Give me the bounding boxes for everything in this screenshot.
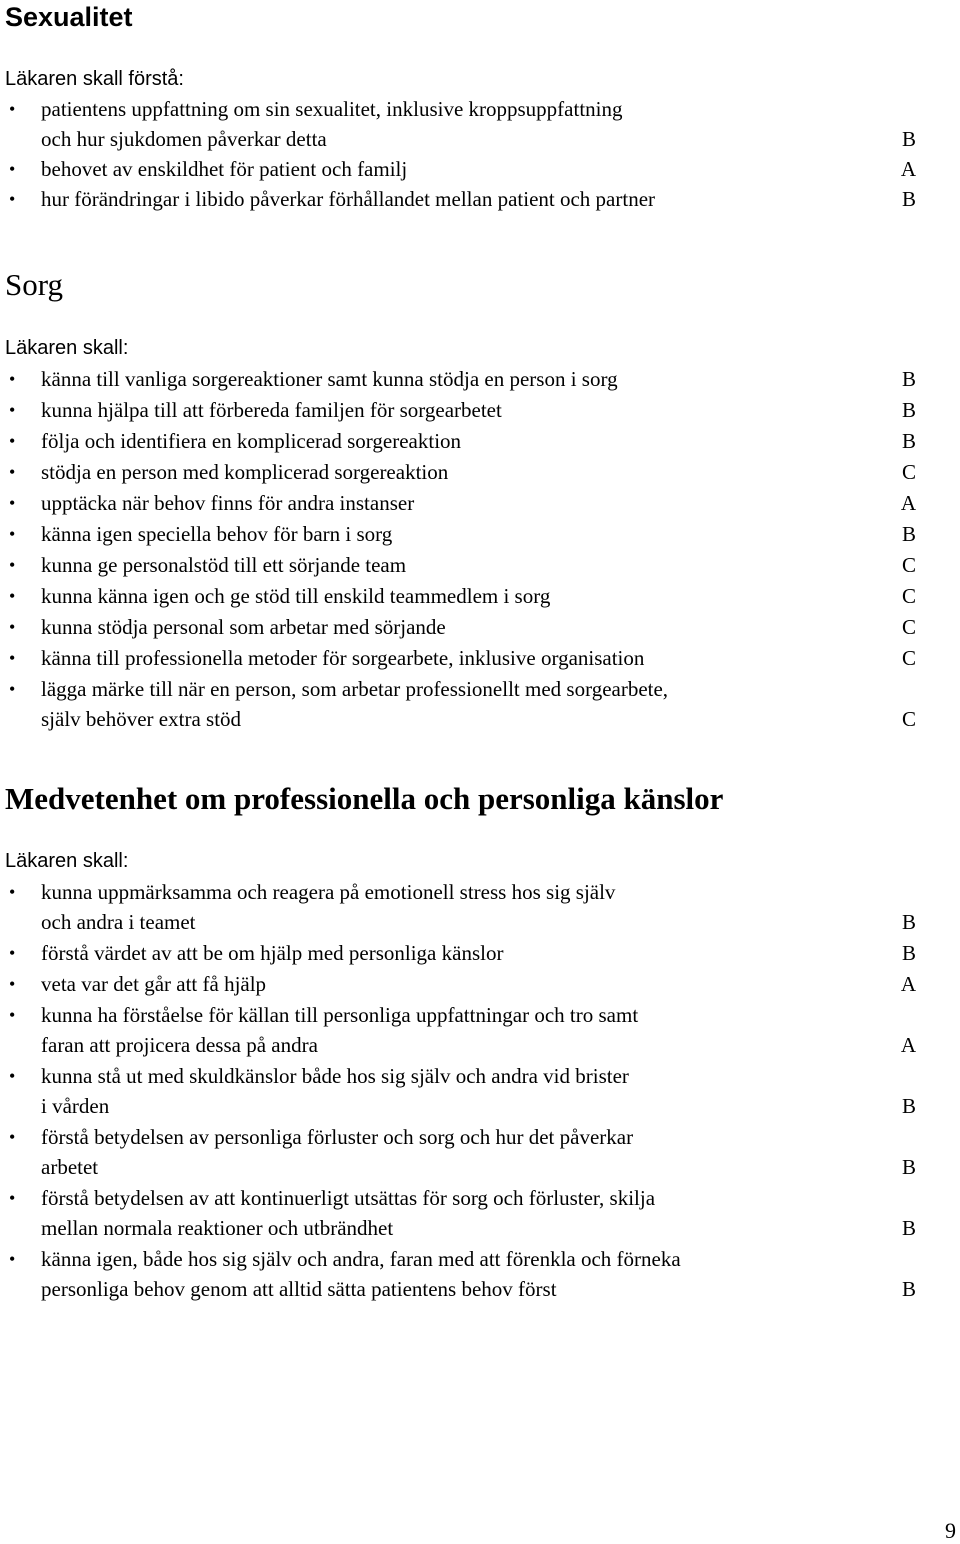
item-line: känna till vanliga sorgereaktioner samt kunna stödja en person i sorg <box>41 367 618 391</box>
list-item <box>0 457 960 487</box>
item-line: personliga behov genom att alltid sätta patientens behov först <box>41 1277 557 1301</box>
grade-label: A <box>900 491 916 515</box>
item-line: kunna stå ut med skuldkänslor både hos sig själv och andra vid brister <box>41 1064 629 1088</box>
grade-label: B <box>901 941 916 965</box>
bullet-icon: • <box>9 974 16 994</box>
section-heading: Sorg <box>5 267 64 302</box>
grade-label: C <box>901 460 916 484</box>
list-item <box>0 94 960 154</box>
item-line: kunna stödja personal som arbetar med sörjande <box>41 615 446 639</box>
grade-label: B <box>901 910 916 934</box>
item-line: kunna uppmärksamma och reagera på emotionell stress hos sig själv <box>41 880 616 904</box>
grade-label: A <box>900 157 916 181</box>
grade-label: B <box>901 367 916 391</box>
bullet-icon: • <box>9 159 16 179</box>
bullet-icon: • <box>9 369 16 389</box>
list-item <box>0 395 960 425</box>
bullet-icon: • <box>9 1249 16 1269</box>
item-list <box>0 94 960 214</box>
section-intro: Läkaren skall: <box>5 850 129 872</box>
bullet-icon: • <box>9 1005 16 1025</box>
item-line: stödja en person med komplicerad sorgereaktion <box>41 460 449 484</box>
list-item <box>0 1244 960 1304</box>
section-sorg <box>0 268 960 734</box>
list-item <box>0 581 960 611</box>
section-intro: Läkaren skall: <box>5 337 129 359</box>
item-line: lägga märke till när en person, som arbetar professionellt med sorgearbete, <box>41 677 669 701</box>
bullet-icon: • <box>9 1127 16 1147</box>
grade-label: B <box>901 127 916 151</box>
item-line: patientens uppfattning om sin sexualitet, inklusive kroppsuppfattning <box>41 97 623 121</box>
item-line: arbetet <box>41 1155 99 1179</box>
item-list <box>0 877 960 1304</box>
item-line: faran att projicera dessa på andra <box>41 1033 318 1057</box>
list-item <box>0 877 960 937</box>
bullet-icon: • <box>9 493 16 513</box>
bullet-icon: • <box>9 586 16 606</box>
item-line: förstå betydelsen av personliga förluster och sorg och hur det påverkar <box>41 1125 634 1149</box>
bullet-icon: • <box>9 431 16 451</box>
section-intro: Läkaren skall förstå: <box>5 68 184 90</box>
item-line: kunna hjälpa till att förbereda familjen för sorgearbetet <box>41 398 502 422</box>
item-line: förstå betydelsen av att kontinuerligt utsättas för sorg och förluster, skilja <box>41 1186 656 1210</box>
bullet-icon: • <box>9 943 16 963</box>
item-line: känna igen speciella behov för barn i sorg <box>41 522 393 546</box>
grade-label: C <box>901 646 916 670</box>
bullet-icon: • <box>9 99 16 119</box>
grade-label: B <box>901 1277 916 1301</box>
grade-label: A <box>900 1033 916 1057</box>
page-number: 9 <box>945 1518 956 1543</box>
item-line: veta var det går att få hjälp <box>41 972 267 996</box>
grade-label: C <box>901 584 916 608</box>
item-list <box>0 364 960 734</box>
list-item <box>0 1183 960 1243</box>
grade-label: A <box>900 972 916 996</box>
item-line: behovet av enskildhet för patient och familj <box>41 157 408 181</box>
bullet-icon: • <box>9 189 16 209</box>
grade-label: B <box>901 522 916 546</box>
bullet-icon: • <box>9 400 16 420</box>
grade-label: B <box>901 1155 916 1179</box>
section-sexualitet <box>0 0 960 214</box>
bullet-icon: • <box>9 617 16 637</box>
bullet-icon: • <box>9 524 16 544</box>
grade-label: B <box>901 187 916 211</box>
grade-label: B <box>901 1094 916 1118</box>
item-line: följa och identifiera en komplicerad sorgereaktion <box>41 429 462 453</box>
bullet-icon: • <box>9 555 16 575</box>
bullet-icon: • <box>9 882 16 902</box>
bullet-icon: • <box>9 1188 16 1208</box>
item-line: kunna känna igen och ge stöd till enskild teammedlem i sorg <box>41 584 551 608</box>
bullet-icon: • <box>9 648 16 668</box>
section-heading: Medvetenhet om professionella och personliga känslor <box>5 781 724 816</box>
bullet-icon: • <box>9 462 16 482</box>
list-item <box>0 1000 960 1060</box>
list-item <box>0 364 960 394</box>
bullet-icon: • <box>9 679 16 699</box>
section-medvetenhet <box>0 782 960 1304</box>
section-heading: Sexualitet <box>5 2 133 32</box>
item-line: mellan normala reaktioner och utbrändhet <box>41 1216 394 1240</box>
grade-label: C <box>901 553 916 577</box>
grade-label: B <box>901 398 916 422</box>
list-item <box>0 643 960 673</box>
list-item <box>0 488 960 518</box>
list-item <box>0 969 960 999</box>
list-item <box>0 184 960 214</box>
grade-label: B <box>901 429 916 453</box>
list-item <box>0 938 960 968</box>
bullet-icon: • <box>9 1066 16 1086</box>
item-line: känna till professionella metoder för sorgearbete, inklusive organisation <box>41 646 645 670</box>
item-line: kunna ge personalstöd till ett sörjande team <box>41 553 407 577</box>
item-line: hur förändringar i libido påverkar förhållandet mellan patient och partner <box>41 187 656 211</box>
list-item <box>0 426 960 456</box>
item-line: förstå värdet av att be om hjälp med personliga känslor <box>41 941 504 965</box>
item-line: själv behöver extra stöd <box>41 707 242 731</box>
list-item <box>0 612 960 642</box>
grade-label: C <box>901 615 916 639</box>
item-line: upptäcka när behov finns för andra instanser <box>41 491 415 515</box>
list-item <box>0 1061 960 1121</box>
list-item <box>0 1122 960 1182</box>
item-line: och andra i teamet <box>41 910 196 934</box>
list-item <box>0 154 960 184</box>
grade-label: C <box>901 707 916 731</box>
list-item <box>0 674 960 734</box>
list-item <box>0 550 960 580</box>
list-item <box>0 519 960 549</box>
item-line: i vården <box>41 1094 110 1118</box>
grade-label: B <box>901 1216 916 1240</box>
item-line: kunna ha förståelse för källan till personliga uppfattningar och tro samt <box>41 1003 639 1027</box>
item-line: känna igen, både hos sig själv och andra, faran med att förenkla och förneka <box>41 1247 681 1271</box>
item-line: och hur sjukdomen påverkar detta <box>41 127 327 151</box>
